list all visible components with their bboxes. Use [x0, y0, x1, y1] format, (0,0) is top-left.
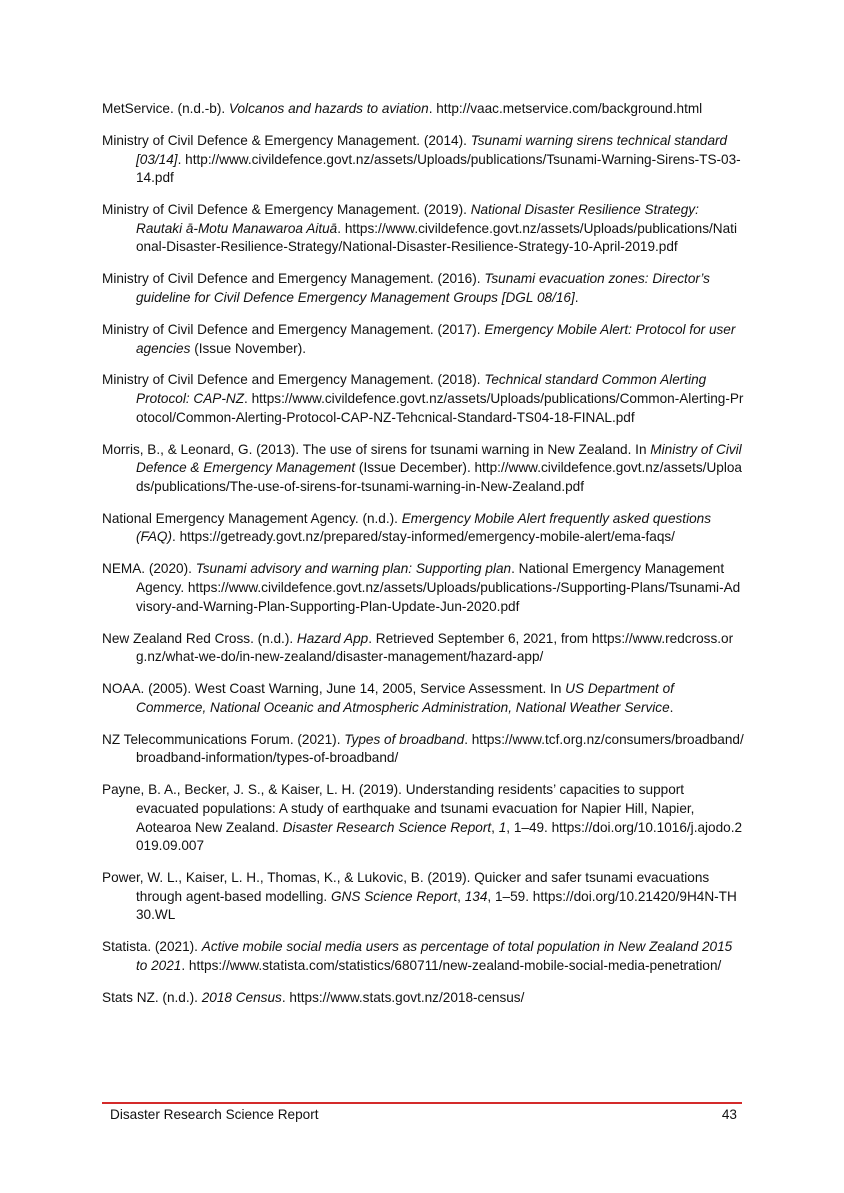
- reference-authors: Ministry of Civil Defence & Emergency Management. (2014).: [102, 132, 471, 148]
- reference-entry: [102, 321, 744, 358]
- reference-entry: [102, 510, 744, 547]
- reference-authors: National Emergency Management Agency. (n.d.).: [102, 510, 402, 526]
- reference-entry: [102, 441, 744, 497]
- reference-entry: [102, 100, 744, 119]
- reference-details: .: [177, 151, 186, 167]
- reference-volume: 1: [498, 819, 507, 835]
- footer-page-number: 43: [721, 1107, 737, 1122]
- reference-authors: Ministry of Civil Defence and Emergency Management. (2017).: [102, 321, 485, 337]
- reference-url[interactable]: https://getready.govt.nz/prepared/stay-informed/emergency-mobile-alert/ema-faqs/: [179, 529, 675, 545]
- reference-url[interactable]: https://www.civildefence.govt.nz/assets/Uploads/publications-/Supporting-Plans/Tsunami-Advisory-and-Warning-Plan-Supporting-Plan-Update-Jun-2020.pdf: [136, 580, 741, 614]
- reference-authors: Ministry of Civil Defence and Emergency Management. (2018).: [102, 372, 485, 388]
- reference-title: Emergency Mobile Alert frequently asked questions (FAQ): [136, 510, 712, 545]
- reference-authors: NEMA. (2020).: [102, 561, 196, 577]
- reference-authors: Statista. (2021).: [102, 939, 202, 955]
- reference-details: .: [574, 289, 579, 305]
- reference-title: GNS Science Report: [330, 888, 458, 904]
- reference-entry: [102, 270, 744, 307]
- reference-entry: [102, 869, 744, 925]
- reference-title: Ministry of Civil Defence & Emergency Management: [136, 441, 742, 476]
- reference-title: Disaster Research Science Report: [282, 819, 492, 835]
- reference-title: 2018 Census: [201, 989, 282, 1005]
- reference-title: Tsunami warning sirens technical standard [03/14]: [136, 132, 728, 167]
- reference-details: ,: [457, 888, 465, 904]
- reference-details: .: [244, 391, 252, 407]
- reference-authors: MetService. (n.d.-b).: [102, 101, 229, 116]
- reference-details: .: [464, 731, 472, 747]
- reference-title: Active mobile social media users as percentage of total population in New Zealand 2015 to 2021: [136, 939, 733, 973]
- reference-title: Tsunami evacuation zones: Director’s guideline for Civil Defence Emergency Management Groups [DGL 08/16]: [136, 271, 710, 305]
- reference-details: . Retrieved September 6, 2021, from: [368, 630, 592, 646]
- reference-url[interactable]: http://vaac.metservice.com/background.html: [436, 101, 703, 116]
- reference-entry: [102, 781, 744, 855]
- reference-entry: [102, 201, 744, 257]
- reference-title: Emergency Mobile Alert: Protocol for user agencies: [136, 321, 736, 356]
- reference-url[interactable]: http://www.civildefence.govt.nz/assets/Uploads/publications/The-use-of-sirens-for-tsunami-warning-in-New-Zealand.pdf: [136, 460, 742, 494]
- reference-title: Hazard App: [296, 630, 369, 646]
- reference-authors: Morris, B., & Leonard, G. (2013). The use of sirens for tsunami warning in New Zealand. In: [102, 441, 651, 457]
- reference-title: Types of broadband: [344, 731, 465, 747]
- reference-details: .: [669, 699, 674, 715]
- footer-report-name: Disaster Research Science Report: [110, 1107, 319, 1122]
- reference-url[interactable]: https://doi.org/10.1016/j.ajodo.2019.09.007: [136, 819, 743, 854]
- reference-entry: [102, 630, 744, 667]
- reference-entry: [102, 560, 744, 616]
- reference-authors: Power, W. L., Kaiser, L. H., Thomas, K., & Lukovic, B. (2019). Quicker and safer tsunami evacuations through agent-based modelling.: [102, 870, 710, 904]
- reference-title: Technical standard Common Alerting Protocol: CAP-NZ: [136, 372, 707, 407]
- reference-url[interactable]: http://www.civildefence.govt.nz/assets/Uploads/publications/Tsunami-Warning-Sirens-TS-03-14.pdf: [136, 151, 741, 186]
- reference-list: [102, 100, 744, 1021]
- reference-details: .: [281, 989, 290, 1005]
- reference-url[interactable]: https://doi.org/10.21420/9H4N-TH30.WL: [136, 888, 737, 923]
- reference-entry: [102, 132, 744, 188]
- reference-pages: , 1–49.: [506, 819, 552, 835]
- reference-authors: New Zealand Red Cross. (n.d.).: [102, 630, 297, 646]
- reference-url[interactable]: https://www.tcf.org.nz/consumers/broadband/broadband-information/types-of-broadband/: [136, 731, 744, 766]
- reference-authors: NOAA. (2005). West Coast Warning, June 14, 2005, Service Assessment. In: [102, 681, 566, 697]
- reference-volume: 134: [464, 888, 488, 904]
- reference-entry: [102, 680, 744, 717]
- reference-pages: , 1–59.: [487, 888, 533, 904]
- reference-entry: [102, 371, 744, 427]
- reference-authors: Payne, B. A., Becker, J. S., & Kaiser, L. H. (2019). Understanding residents’ capacities to support evacuated populations: A study of earthquake and tsunami evacuation for Napier Hill, Napier, Aotearoa New Zealand.: [102, 782, 695, 835]
- reference-details: . National Emergency Management Agency.: [136, 561, 725, 595]
- reference-entry: [102, 938, 744, 975]
- reference-url[interactable]: https://www.stats.govt.nz/2018-census/: [289, 989, 525, 1005]
- reference-url[interactable]: https://www.statista.com/statistics/680711/new-zealand-mobile-social-media-penetration/: [188, 957, 722, 973]
- reference-authors: Ministry of Civil Defence and Emergency Management. (2016).: [102, 271, 485, 287]
- reference-url[interactable]: https://www.redcross.org.nz/what-we-do/in-new-zealand/disaster-management/hazard-app/: [136, 630, 734, 665]
- reference-authors: Ministry of Civil Defence & Emergency Management. (2019).: [102, 202, 471, 218]
- reference-details: .: [428, 101, 437, 116]
- reference-details: (Issue December).: [355, 460, 475, 476]
- reference-url[interactable]: https://www.civildefence.govt.nz/assets/Uploads/publications/National-Disaster-Resilience-Strategy/National-Disaster-Resilience-Strategy-10-April-2019.pdf: [136, 220, 737, 255]
- reference-details: .: [337, 220, 345, 236]
- footer-rule: [102, 1102, 742, 1104]
- reference-details: ,: [491, 819, 499, 835]
- reference-authors: Stats NZ. (n.d.).: [102, 989, 202, 1005]
- reference-entry: [102, 731, 744, 768]
- reference-title: US Department of Commerce, National Oceanic and Atmospheric Administration, National Weather Service: [136, 681, 674, 715]
- reference-title: Volcanos and hazards to aviation: [228, 101, 429, 116]
- reference-details: .: [172, 529, 180, 545]
- reference-details: .: [181, 957, 189, 973]
- reference-title: National Disaster Resilience Strategy: Rautaki ā-Motu Manawaroa Aituā: [136, 202, 699, 236]
- reference-details: (Issue November).: [190, 340, 307, 356]
- reference-url[interactable]: https://www.civildefence.govt.nz/assets/Uploads/publications/Common-Alerting-Protocol/Common-Alerting-Protocol-CAP-NZ-Tehcnical-Standard-TS04-18-FINAL.pdf: [136, 391, 744, 425]
- reference-title: Tsunami advisory and warning plan: Supporting plan: [195, 561, 512, 577]
- reference-entry: [102, 989, 744, 1008]
- reference-authors: NZ Telecommunications Forum. (2021).: [102, 731, 345, 747]
